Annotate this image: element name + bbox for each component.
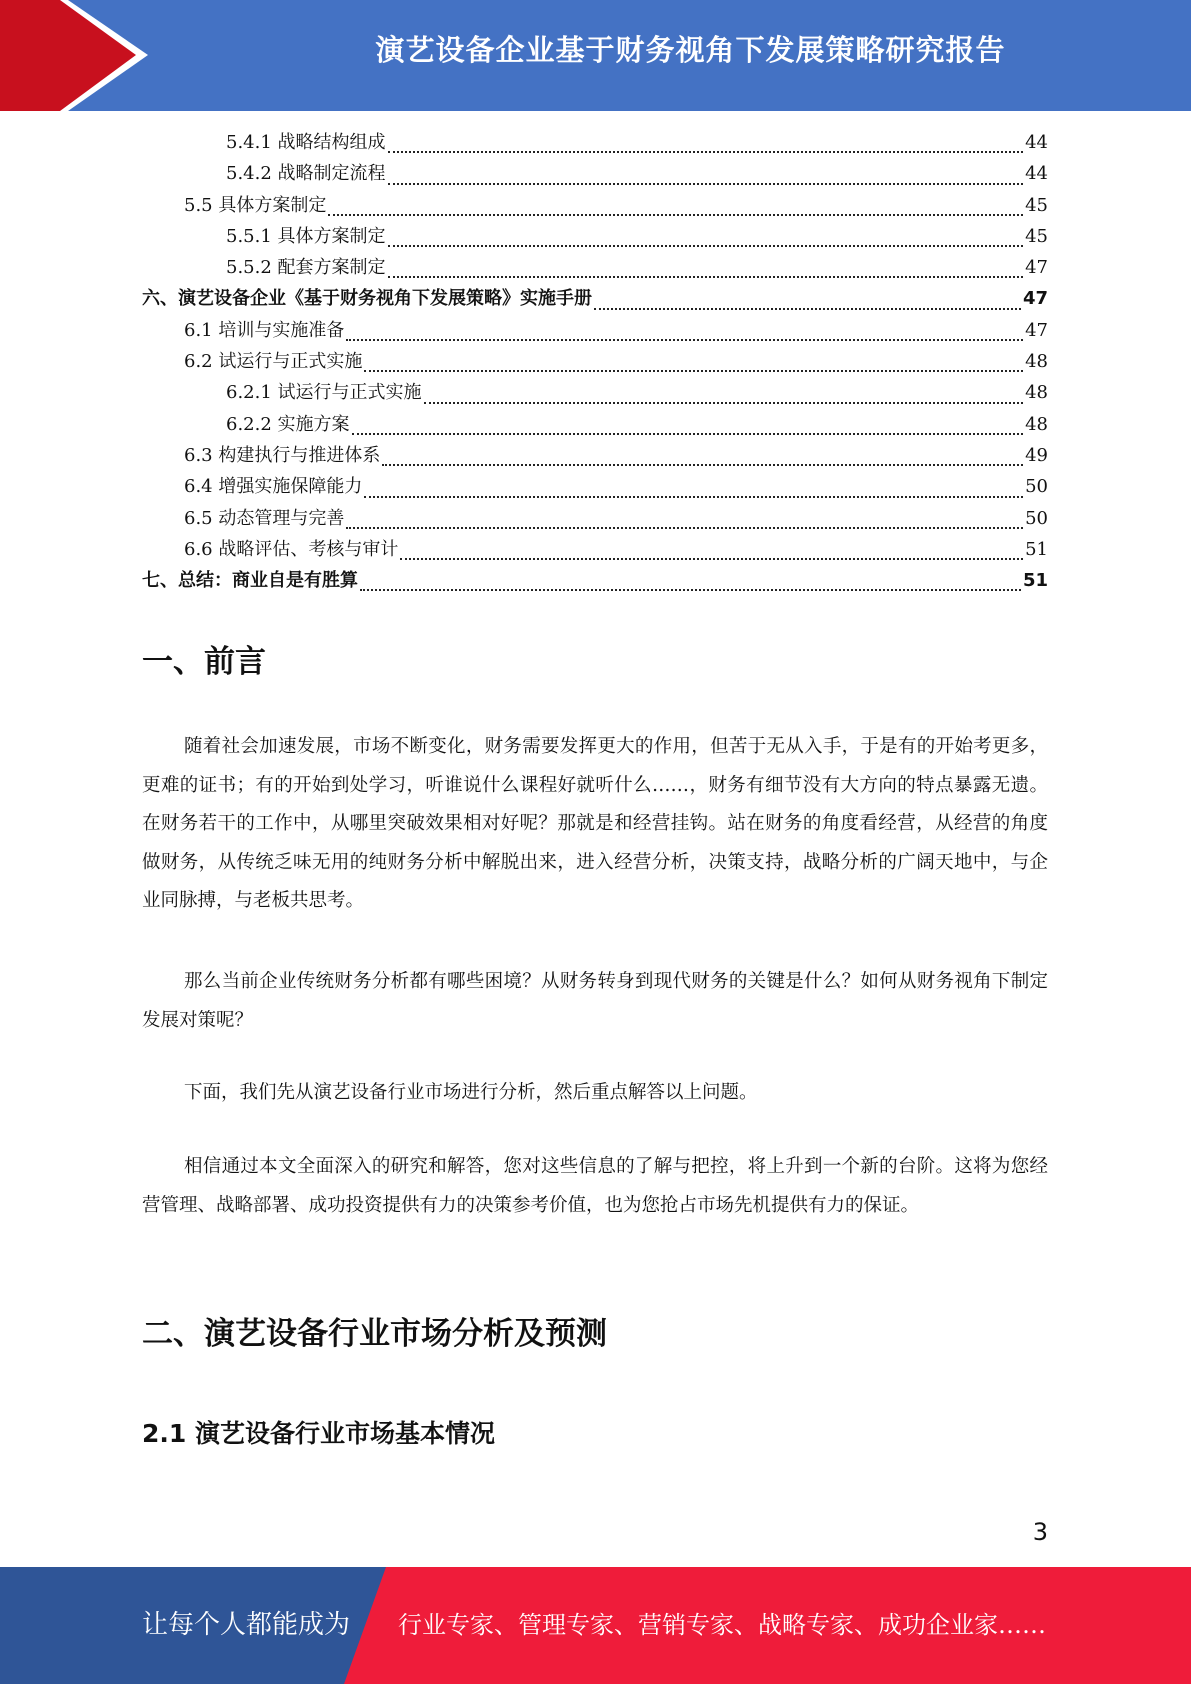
toc-dot-leader: [364, 370, 1023, 372]
toc-entry-title: 六、演艺设备企业《基于财务视角下发展策略》实施手册: [142, 288, 592, 310]
toc-entry-title: 6.3 构建执行与推进体系: [184, 444, 381, 466]
toc-entry-title: 5.4.1 战略结构组成: [226, 132, 386, 153]
toc-entry-page: 47: [1025, 319, 1048, 341]
toc-entry-title: 5.5 具体方案制定: [184, 194, 327, 216]
preface-paragraph-2: 那么当前企业传统财务分析都有哪些困境？从财务转身到现代财务的关键是什么？如何从财务视角下制定发展对策呢？: [142, 971, 1048, 1031]
toc-dot-leader: [346, 527, 1023, 529]
toc-dot-leader: [388, 245, 1024, 247]
preface-paragraph-1: 随着社会加速发展，市场不断变化，财务需要发挥更大的作用，但苦于无从入手，于是有的开始考更多，更难的证书；有的开始到处学习，听谁说什么课程好就听什么……，财务有细节没有大方向的特点暴露无遗。在财务若干的工作中，从哪里突破效果相对好呢？那就是和经营挂钩。站在财务的角度看经营，从经营的角度做财务，从传统乏味无用的纯财务分析中解脱出来，进入经营分析，决策支持，战略分析的广阔天地中，与企业同脉搏，与老板共思考。: [142, 736, 1048, 911]
toc-entry[interactable]: [142, 410, 1048, 441]
toc-entry-page: 50: [1025, 476, 1048, 498]
toc-entry-page: 47: [1022, 288, 1048, 310]
toc-entry[interactable]: [142, 284, 1048, 315]
preface-paragraph-4: 相信通过本文全面深入的研究和解答，您对这些信息的了解与把控，将上升到一个新的台阶。这将为您经营管理、战略部署、成功投资提供有力的决策参考价值，也为您抢占市场先机提供有力的保证。: [142, 1156, 1048, 1216]
toc-dot-leader: [352, 433, 1024, 435]
toc-entry-title: 5.5.1 具体方案制定: [226, 225, 386, 247]
page-number: 3: [1032, 1518, 1048, 1546]
toc-entry-page: 48: [1025, 351, 1048, 373]
toc-entry-page: 50: [1025, 507, 1048, 529]
subsection-heading-2-1: 2.1 演艺设备行业市场基本情况: [142, 1419, 495, 1448]
toc-entry[interactable]: [142, 535, 1048, 566]
toc-entry[interactable]: [142, 378, 1048, 409]
toc-entry[interactable]: [142, 159, 1048, 190]
toc-dot-leader: [594, 308, 1021, 310]
toc-dot-leader: [400, 558, 1023, 560]
toc-entry-title: 6.1 培训与实施准备: [184, 319, 345, 341]
toc-entry[interactable]: [142, 128, 1048, 159]
toc-dot-leader: [382, 464, 1023, 466]
toc-dot-leader: [360, 589, 1021, 591]
toc-entry[interactable]: [142, 191, 1048, 222]
toc-entry-page: 45: [1025, 194, 1048, 216]
toc-entry-title: 6.5 动态管理与完善: [184, 507, 345, 529]
toc-entry-page: 47: [1025, 257, 1048, 279]
toc-entry[interactable]: [142, 253, 1048, 284]
toc-entry-page: 51: [1025, 538, 1048, 560]
section-heading-market-analysis: 二、演艺设备行业市场分析及预测: [142, 1316, 607, 1352]
preface-paragraph-3: 下面，我们先从演艺设备行业市场进行分析，然后重点解答以上问题。: [184, 1082, 758, 1103]
toc-dot-leader: [328, 214, 1023, 216]
footer-slogan-left: 让每个人都能成为: [142, 1610, 351, 1640]
toc-dot-leader: [388, 276, 1024, 278]
toc-entry-page: 48: [1025, 413, 1048, 435]
toc-entry[interactable]: [142, 347, 1048, 378]
footer-slogan-right: 行业专家、管理专家、营销专家、战略专家、成功企业家……: [398, 1611, 1046, 1639]
toc-dot-leader: [346, 339, 1023, 341]
toc-entry-title: 6.4 增强实施保障能力: [184, 476, 363, 498]
toc-entry-title: 七、总结：商业自是有胜算: [142, 570, 358, 592]
toc-entry[interactable]: [142, 222, 1048, 253]
toc-entry-title: 6.2.2 实施方案: [226, 413, 350, 435]
toc-entry-page: 45: [1025, 225, 1048, 247]
section-heading-preface: 一、前言: [142, 644, 266, 680]
toc-entry-page: 51: [1022, 570, 1048, 592]
footer-band: [0, 1567, 1191, 1684]
toc-entry-page: 44: [1025, 163, 1048, 185]
toc-entry[interactable]: [142, 316, 1048, 347]
toc-entry-page: 49: [1025, 444, 1048, 466]
toc-entry-title: 6.2.1 试运行与正式实施: [226, 382, 422, 404]
toc-dot-leader: [388, 183, 1024, 185]
toc-dot-leader: [388, 151, 1024, 153]
toc-entry-title: 6.2 试运行与正式实施: [184, 351, 363, 373]
toc-dot-leader: [364, 496, 1023, 498]
toc-entry[interactable]: [142, 504, 1048, 535]
toc-dot-leader: [424, 402, 1024, 404]
red-chevron-icon: [0, 0, 160, 111]
toc-entry[interactable]: [142, 472, 1048, 503]
toc-entry-title: 6.6 战略评估、考核与审计: [184, 538, 399, 560]
toc-entry-page: 48: [1025, 382, 1048, 404]
toc-entry[interactable]: [142, 441, 1048, 472]
toc-entry-page: 44: [1025, 132, 1048, 153]
toc-entry-title: 5.5.2 配套方案制定: [226, 257, 386, 279]
header-title: 演艺设备企业基于财务视角下发展策略研究报告: [375, 33, 1006, 67]
toc-entry[interactable]: [142, 566, 1048, 597]
table-of-contents: [142, 128, 1048, 597]
header-band: [0, 0, 1191, 111]
toc-entry-title: 5.4.2 战略制定流程: [226, 163, 386, 185]
